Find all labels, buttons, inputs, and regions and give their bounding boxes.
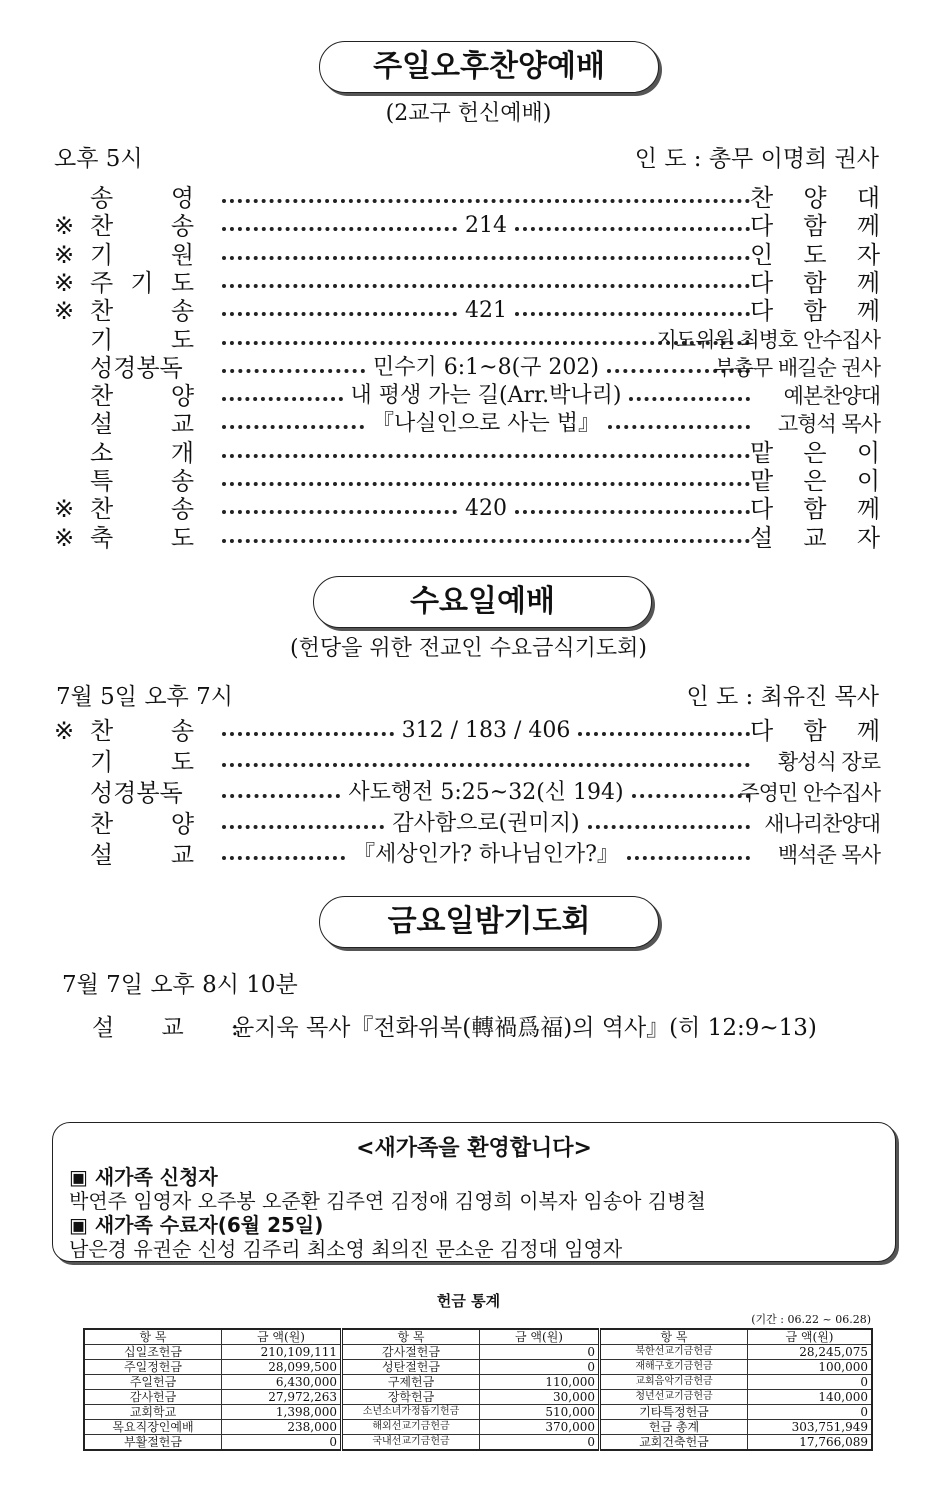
order-item-role: 지도위원 최병호 안수집사 [656,327,880,352]
offering-item: 헌금 총계 [600,1420,748,1435]
order-item-role: 다 함 께 [750,717,880,745]
order-item-label: 성경봉독 [90,779,183,807]
wednesday-leader: 인 도 : 최유진 목사 [686,684,879,710]
leader-dots [222,494,750,524]
order-item [0,381,937,411]
standing-mark: ※ [54,523,75,552]
leader-dots [222,296,750,326]
standing-mark: ※ [54,297,75,326]
sunday-subtitle: (2교구 헌신예배) [385,101,552,126]
order-item [0,296,937,326]
order-item-label: 찬 양 [90,382,194,411]
offering-amount: 6,430,000 [222,1375,342,1390]
friday-time: 7월 7일 오후 8시 10분 [62,972,298,998]
wednesday-time: 7월 5일 오후 7시 [56,684,233,710]
offering-period: (기간 : 06.22 ~ 06.28) [751,1313,871,1326]
welcome-title: <새가족을 환영합니다> [356,1136,592,1161]
offering-amount: 238,000 [222,1420,342,1435]
offering-row [84,1360,872,1375]
order-item-label: 주 기 도 [90,268,194,297]
standing-mark [54,747,84,777]
order-item [0,268,937,298]
offering-item: 재해구호기금헌금 [600,1360,748,1375]
offering-amount: 210,109,111 [222,1345,342,1360]
offering-amount: 28,099,500 [222,1360,342,1375]
friday-title: 금요일밤기도회 [319,896,659,948]
friday-sermon-label: 설 교 : [92,1015,239,1041]
sunday-leader: 인 도 : 총무 이명희 권사 [634,146,879,172]
order-item-role: 다 함 께 [750,297,880,326]
offering-title: 헌금 통계 [436,1292,501,1310]
order-item-role: 고형석 목사 [777,412,880,437]
standing-mark [54,809,84,839]
order-item-role: 다 함 께 [750,495,880,524]
leader-dots [222,840,750,870]
order-item-label: 설 교 [90,410,194,439]
order-item [0,438,937,468]
standing-mark: ※ [54,240,75,269]
standing-mark: ※ [54,212,75,241]
leader-dots [222,523,750,553]
offering-item: 부활절헌금 [84,1435,222,1451]
order-item-label: 찬 송 [90,717,194,745]
order-item-role: 맡 은 이 [750,467,880,495]
offering-amount: 30,000 [480,1390,600,1405]
offering-row [84,1390,872,1405]
header-amount: 금 액(원) [222,1329,342,1345]
offering-amount: 1,398,000 [222,1405,342,1420]
order-item [0,409,937,439]
offering-item: 장학헌금 [342,1390,480,1405]
offering-row [84,1405,872,1420]
offering-item: 주일정헌금 [84,1360,222,1375]
order-item-detail: 421 [465,298,507,324]
order-item-detail: 214 [465,213,507,239]
order-item [0,183,937,213]
offering-amount: 0 [480,1360,600,1375]
offering-row [84,1435,872,1451]
order-item [0,809,937,839]
offering-table [83,1328,873,1451]
offering-row [84,1375,872,1390]
header-amount: 금 액(원) [748,1329,873,1345]
leader-dots [222,747,750,777]
offering-amount: 140,000 [748,1390,873,1405]
standing-mark [54,466,84,496]
order-item-role: 다 함 께 [750,268,880,297]
order-item-detail: 312 / 183 / 406 [401,718,571,743]
order-item [0,840,937,870]
order-item-detail: 『나실인으로 사는 법』 [372,411,601,437]
header-amount: 금 액(원) [480,1329,600,1345]
offering-amount: 0 [480,1435,600,1451]
offering-amount: 0 [480,1345,600,1360]
order-item-role: 주영민 안수집사 [739,781,880,805]
order-item-label: 기 도 [90,748,194,776]
order-item-label: 찬 송 [90,495,194,524]
header-item: 항 목 [84,1329,222,1345]
header-item: 항 목 [342,1329,480,1345]
order-item-detail: 내 평생 가는 길(Arr.박나리) [350,383,622,409]
offering-item: 교회학교 [84,1405,222,1420]
offering-item: 구제헌금 [342,1375,480,1390]
order-item [0,466,937,496]
order-item-role: 인 도 자 [750,240,880,269]
offering-amount: 17,766,089 [748,1435,873,1451]
order-item-detail: 감사함으로(권미지) [392,811,580,836]
order-item [0,325,937,355]
order-item-role: 예본찬양대 [783,384,880,409]
order-item-role: 백석준 목사 [777,843,880,867]
order-item-role: 황성식 장로 [777,750,880,774]
standing-mark: ※ [54,495,75,524]
leader-dots [222,353,750,383]
order-item-label: 찬 송 [90,212,194,241]
graduates-label: ▣ 새가족 수료자(6월 25일) [69,1213,324,1237]
order-item-label: 특 송 [90,467,194,495]
offering-amount: 0 [748,1405,873,1420]
order-item-role: 새나리찬양대 [764,812,880,836]
welcome-box [52,1122,896,1262]
friday-sermon: 윤지욱 목사『전화위복(轉禍爲福)의 역사』(히 12:9~13) [232,1015,817,1041]
offering-item: 목요직장인예배 [84,1420,222,1435]
order-item-label: 송 영 [90,184,194,212]
standing-mark [54,778,84,808]
order-item-label: 기 도 [90,325,194,354]
standing-mark [54,438,84,468]
wednesday-title: 수요일예배 [313,576,652,628]
offering-item: 십일조헌금 [84,1345,222,1360]
standing-mark [54,409,84,439]
offering-amount: 370,000 [480,1420,600,1435]
order-item-role: 부총무 배길순 권사 [714,355,880,380]
offering-item: 주일헌금 [84,1375,222,1390]
order-item-detail: 420 [465,496,507,522]
order-item-label: 기 원 [90,240,194,269]
leader-dots [222,409,750,439]
offering-row [84,1420,872,1435]
offering-amount: 510,000 [480,1405,600,1420]
order-item-role: 찬 양 대 [750,184,880,212]
offering-item: 감사헌금 [84,1390,222,1405]
order-item [0,747,937,777]
order-item [0,240,937,270]
wednesday-subtitle: (헌당을 위한 전교인 수요금식기도회) [290,636,647,661]
order-item [0,494,937,524]
leader-dots [222,778,750,808]
offering-item: 교회음악기금헌금 [600,1375,748,1390]
offering-amount: 100,000 [748,1360,873,1375]
leader-dots [222,183,750,213]
sunday-title: 주일오후찬양예배 [319,41,659,93]
offering-amount: 0 [222,1435,342,1451]
leader-dots [222,381,750,411]
order-item-label: 축 도 [90,523,194,552]
standing-mark: ※ [54,268,75,297]
order-item-label: 찬 송 [90,297,194,326]
offering-item: 성탄절헌금 [342,1360,480,1375]
offering-amount: 28,245,075 [748,1345,873,1360]
order-item [0,778,937,808]
leader-dots [222,466,750,496]
order-item-role: 설 교 자 [750,523,880,552]
standing-mark: ※ [54,717,75,745]
offering-amount: 110,000 [480,1375,600,1390]
standing-mark [54,353,84,383]
graduates-list: 남은경 유권순 신성 김주리 최소영 최의진 문소운 김정대 임영자 [69,1237,623,1261]
offering-item: 북한선교기금헌금 [600,1345,748,1360]
offering-row [84,1345,872,1360]
order-item-role: 맡 은 이 [750,438,880,467]
offering-item: 국내선교기금헌금 [342,1435,480,1451]
offering-item: 교회건축헌금 [600,1435,748,1451]
offering-item: 소년소녀가정돕기헌금 [342,1405,480,1420]
order-item-label: 소 개 [90,438,194,467]
offering-header-row [84,1329,872,1345]
order-item-detail: 『세상인가? 하나님인가?』 [353,842,619,867]
order-item-label: 설 교 [90,841,194,869]
offering-item: 감사절헌금 [342,1345,480,1360]
applicants-label: ▣ 새가족 신청자 [69,1165,218,1189]
sunday-time: 오후 5시 [54,146,143,172]
offering-item: 해외선교기금헌금 [342,1420,480,1435]
order-item [0,211,937,241]
order-item-label: 찬 양 [90,810,194,838]
order-item [0,716,937,746]
order-item-detail: 사도행전 5:25~32(신 194) [348,780,624,805]
order-item-detail: 민수기 6:1~8(구 202) [373,354,599,380]
standing-mark [54,183,84,213]
leader-dots [222,211,750,241]
leader-dots [222,716,750,746]
offering-amount: 27,972,263 [222,1390,342,1405]
leader-dots [222,809,750,839]
offering-amount: 303,751,949 [748,1420,873,1435]
header-item: 항 목 [600,1329,748,1345]
standing-mark [54,840,84,870]
order-item-role: 다 함 께 [750,212,880,241]
order-item [0,523,937,553]
leader-dots [222,268,750,298]
offering-item: 기타특정헌금 [600,1405,748,1420]
order-item-label: 성경봉독 [90,353,183,382]
standing-mark [54,325,84,355]
order-item [0,353,937,383]
standing-mark [54,381,84,411]
leader-dots [222,438,750,468]
offering-item: 청년선교기금헌금 [600,1390,748,1405]
applicants-list: 박연주 임영자 오주봉 오준환 김주연 김정애 김영희 이복자 임송아 김병철 [69,1189,706,1213]
leader-dots [222,240,750,270]
offering-amount: 0 [748,1375,873,1390]
